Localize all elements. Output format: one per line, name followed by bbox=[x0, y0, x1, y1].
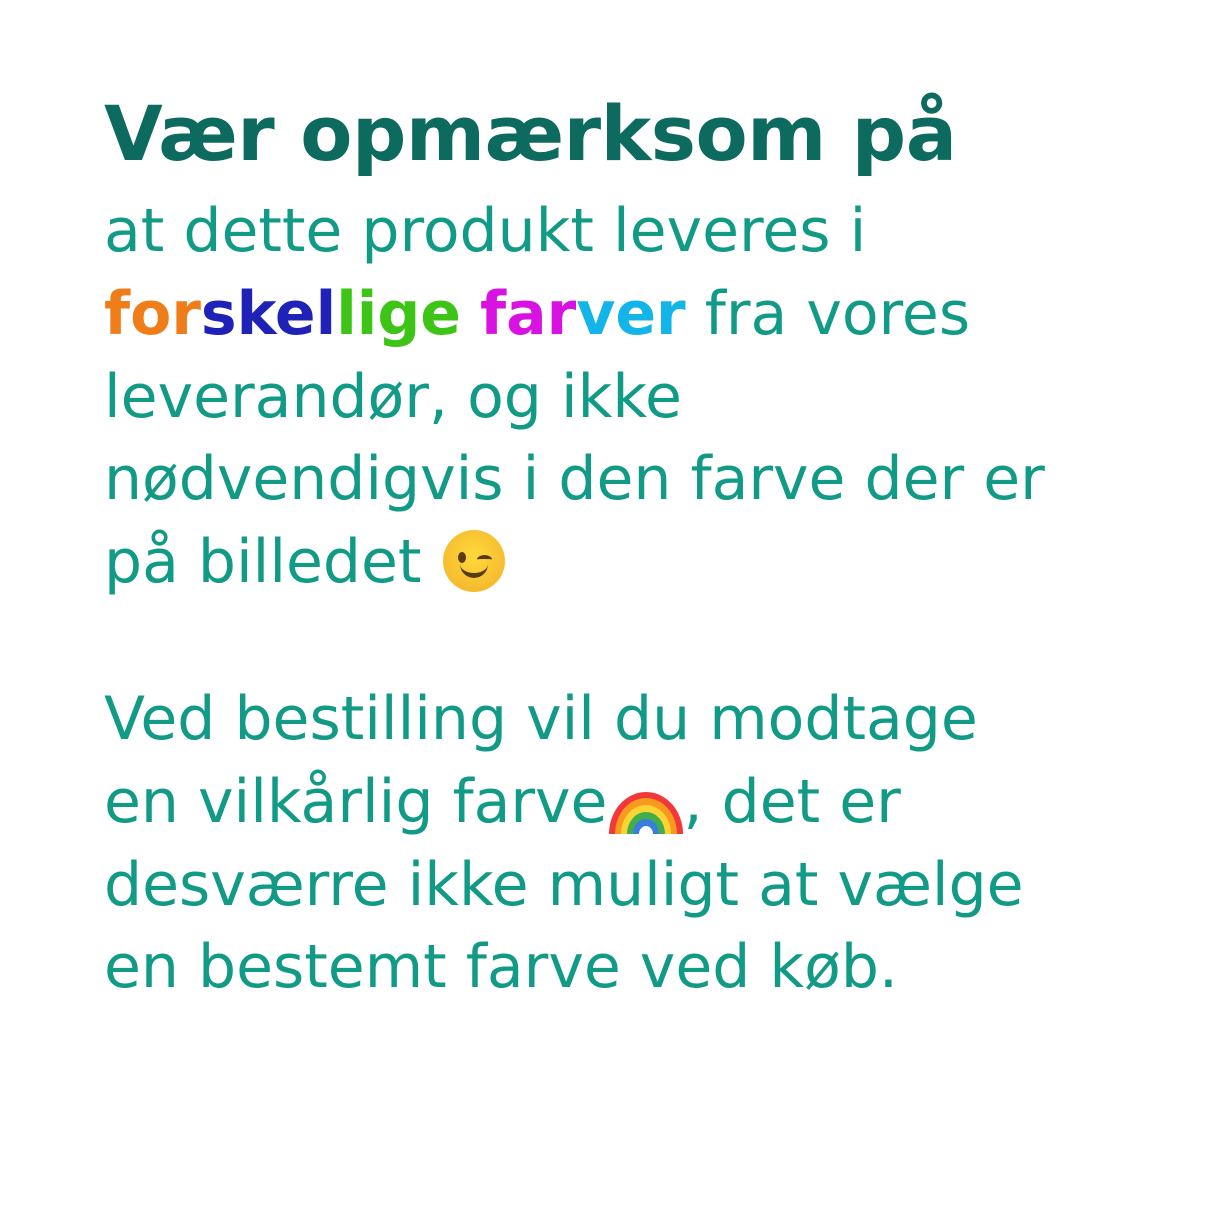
rainbow-emoji bbox=[609, 792, 683, 834]
paragraph2-line-2-before: en vilkårlig farve bbox=[104, 766, 608, 837]
paragraph2-line-4: en bestemt farve ved køb. bbox=[104, 932, 899, 1003]
disclaimer-paragraph-2 bbox=[104, 678, 1156, 1009]
word-space-1 bbox=[461, 279, 480, 349]
paragraph1-line-4: nødvendigvis i den farve der er bbox=[104, 444, 1045, 515]
paragraph1-line-3: leverandør, og ikke bbox=[104, 361, 682, 432]
paragraph2-line-1: Ved bestilling vil du modtage bbox=[104, 683, 978, 754]
colored-word-segment-ver: ver bbox=[576, 278, 686, 349]
colored-word-segment-for: for bbox=[104, 278, 201, 349]
disclaimer-paragraph-1 bbox=[104, 190, 1156, 604]
paragraph1-line-2 bbox=[104, 273, 1156, 356]
paragraph2-line-3: desværre ikke muligt at vælge bbox=[104, 849, 1024, 920]
paragraph-spacer bbox=[104, 604, 1156, 678]
paragraph2-line-2 bbox=[104, 761, 1156, 844]
paragraph2-line-2-after: , det er bbox=[683, 766, 901, 837]
colored-word-segment-skel: skel bbox=[200, 278, 337, 349]
colored-word-segment-lige: lige bbox=[336, 278, 461, 349]
paragraph1-line-2-rest: fra vores bbox=[685, 278, 971, 349]
winking-face-emoji bbox=[421, 527, 506, 597]
page-title: Vær opmærksom på bbox=[104, 89, 957, 178]
paragraph1-line-5 bbox=[104, 521, 1156, 604]
paragraph1-line-1: at dette produkt leveres i bbox=[104, 196, 867, 266]
paragraph1-line-5-text: på billedet bbox=[104, 527, 422, 598]
colored-word-segment-far: far bbox=[480, 278, 577, 349]
